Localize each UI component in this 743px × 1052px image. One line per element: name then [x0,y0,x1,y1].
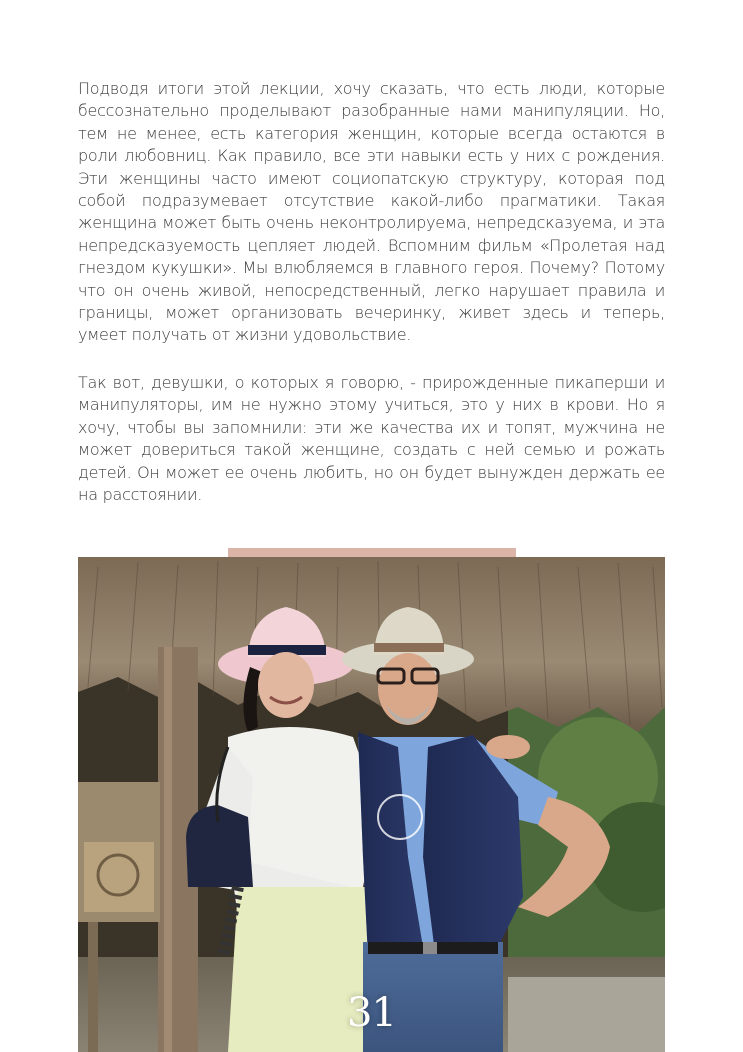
page-number: 31 [347,990,396,1036]
photo-couple-under-thatched-roof [78,557,665,1052]
body-paragraph-1: Подводя итоги этой лекции, хочу сказать, что есть люди, которые бессознательно проделывают разобранные нами манипуляции. Но, тем не менее, есть категория женщин, которые всегда остаются в роли любовниц. Как правило, все эти навыки есть у них с рождения. Эти женщины часто имеют социопатскую структуру, которая под собой подразумевает отсутствие какой-либо прагматики. Такая женщина может быть очень неконтролируема, непредсказуема, и эта непредсказуемость цепляет людей. Вспомним фильм «Пролетая над гнездом кукушки». Мы влюбляемся в главного героя. Почему? Потому что он очень живой, непосредственный, легко нарушает правила и границы, может организовать вечеринку, живет здесь и теперь, умеет получать от жизни удовольствие. [78,79,665,345]
body-paragraph-2: Так вот, девушки, о которых я говорю, - прирожденные пикаперши и манипуляторы, им не нужно этому учиться, это у них в крови. Но я хочу, чтобы вы запомнили: эти же качества их и топят, мужчина не может довериться такой женщине, создать с ней семью и рожать детей. Он может ее очень любить, но он будет вынужден держать ее на расстоянии. [78,373,665,505]
